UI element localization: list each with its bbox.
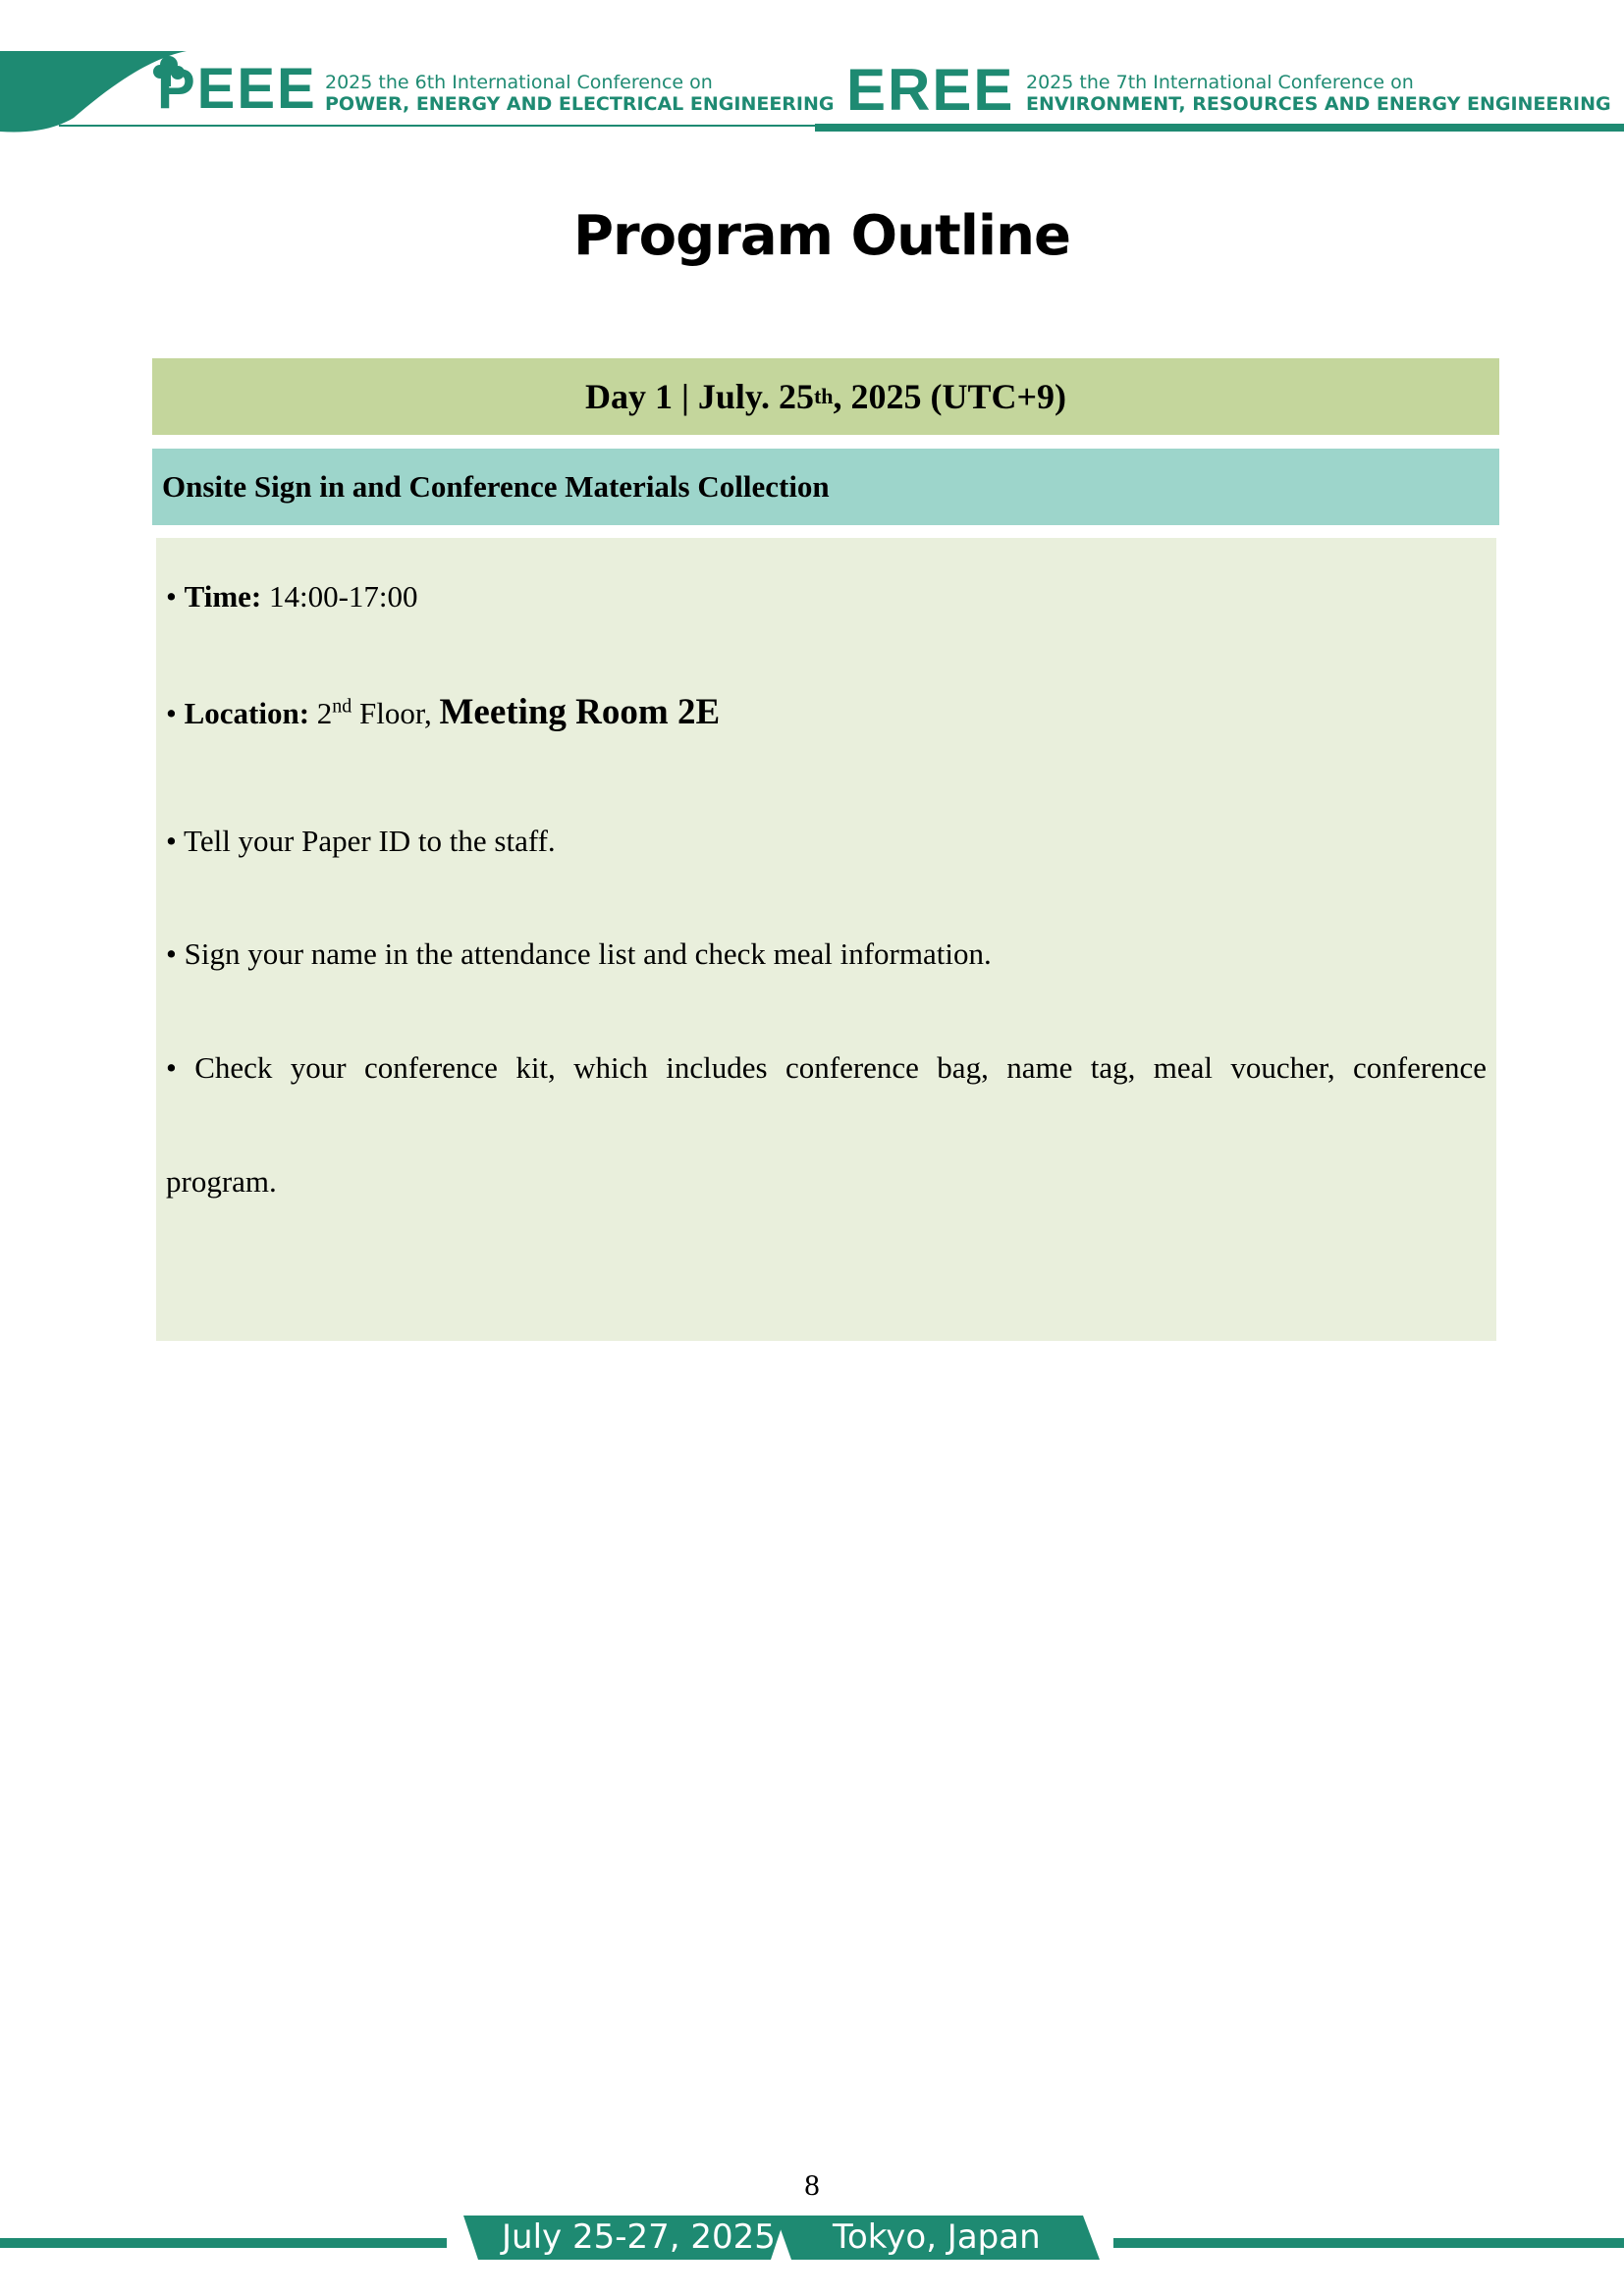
peee-line-2: POWER, ENERGY AND ELECTRICAL ENGINEERING bbox=[325, 92, 835, 115]
section-heading-band bbox=[152, 449, 1499, 525]
bullet-attendance: • Sign your name in the attendance list and check meal information. bbox=[166, 936, 992, 971]
location-floor-number: 2 bbox=[316, 696, 333, 730]
bullet-paper-id: • Tell your Paper ID to the staff. bbox=[166, 824, 556, 858]
day-suffix: , 2025 (UTC+9) bbox=[833, 377, 1067, 416]
page-title: Program Outline bbox=[573, 204, 1070, 268]
footer-rule-right bbox=[1113, 2238, 1624, 2248]
header-rule-right bbox=[815, 124, 1624, 132]
footer-dates: July 25-27, 2025 bbox=[502, 2217, 776, 2257]
location-room: Meeting Room 2E bbox=[439, 692, 721, 732]
peee-logo: PEEE bbox=[157, 57, 317, 121]
page-number: 8 bbox=[804, 2167, 820, 2202]
bullet-kit-line-1: • Check your conference kit, which includes conference bag, name tag, meal voucher, conference bbox=[166, 1050, 1487, 1085]
day-heading bbox=[152, 358, 1499, 435]
location-floor-ordinal: nd bbox=[332, 695, 352, 718]
location-line: • Location: 2nd Floor, Meeting Room 2E bbox=[166, 692, 721, 732]
footer-place: Tokyo, Japan bbox=[833, 2217, 1041, 2257]
eree-line-2: ENVIRONMENT, RESOURCES AND ENERGY ENGINEERING bbox=[1026, 92, 1611, 115]
eree-logo: EREE bbox=[846, 57, 1015, 123]
bullet-attendance-text: Sign your name in the attendance list and check meal information. bbox=[184, 936, 992, 971]
bullet-kit-line-2: program. bbox=[166, 1164, 277, 1199]
peee-line-1: 2025 the 6th International Conference on bbox=[325, 72, 713, 93]
time-label: Time: bbox=[184, 579, 262, 614]
peee-conference-name bbox=[325, 73, 835, 116]
time-value: 14:00-17:00 bbox=[269, 579, 418, 614]
section-content bbox=[156, 538, 1496, 1341]
day-prefix: Day 1 | July. 25 bbox=[584, 377, 814, 416]
footer-rule-left bbox=[0, 2238, 447, 2248]
location-floor-text: Floor, bbox=[352, 696, 440, 730]
time-line: • Time: 14:00-17:00 bbox=[166, 579, 418, 614]
location-label: Location: bbox=[184, 696, 310, 730]
eree-line-1: 2025 the 7th International Conference on bbox=[1026, 72, 1414, 93]
section-heading: Onsite Sign in and Conference Materials Collection bbox=[162, 469, 830, 504]
day-ordinal: th bbox=[813, 384, 834, 408]
eree-conference-name bbox=[1026, 73, 1611, 116]
page-header bbox=[0, 0, 1624, 137]
bullet-paper-id-text: Tell your Paper ID to the staff. bbox=[184, 824, 556, 858]
footer-decoration bbox=[0, 2209, 1624, 2268]
